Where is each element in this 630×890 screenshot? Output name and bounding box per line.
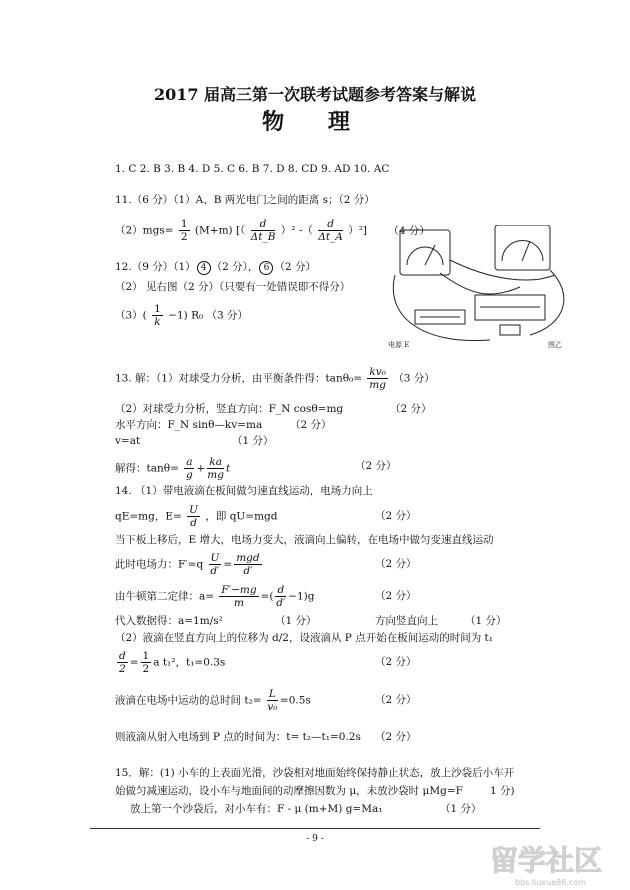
score: （1 分）	[275, 615, 317, 627]
q13-line1: 13. 解：（1）对球受力分析，由平衡条件得：tanθ₀= $\frac{\text{kv₀}}{mg}$ （3 分）	[115, 366, 435, 391]
score: （1 分）	[232, 435, 274, 447]
fraction: $\frac{\text{kv₀}}{mg}$	[369, 366, 386, 391]
q11-line1: 11.（6 分）（1）A、B 两光电门之间的距离 s；（2 分）	[115, 194, 375, 206]
q14-line1: 14. （1）带电液滴在板间做匀速直线运动，电场力向上	[115, 485, 373, 497]
figure-label: 图乙	[548, 341, 562, 349]
score: 1 分)	[490, 785, 515, 797]
q14-line4: 此时电场力：F′=q $\frac{U}{d'}$ = $\frac{\text{mgd}}{d'}$	[115, 552, 260, 577]
score: （2 分）	[375, 590, 417, 602]
q15-line1: 15．解：(1) 小车的上表面光滑，沙袋相对地面始终保持静止状态，放上沙袋后小车开	[115, 767, 515, 779]
q14-line9: 液滴在电场中运动的总时间 t₂= $\frac{L}{\text{v₀}}$ =0.5s	[115, 688, 311, 713]
score: （2 分）	[355, 460, 397, 472]
score: （1 分）	[465, 615, 507, 627]
fraction: $\frac{\text{mgd}}{d'}$	[236, 552, 260, 577]
q14-line8: $\frac{d}{2}$ = $\frac{1}{2}$ a t₁²，t₁=0.3s	[119, 650, 226, 675]
score: （2 分）	[375, 558, 417, 570]
fraction: $\frac{a}{g}$	[185, 456, 193, 481]
q11-line2: （2）mgs= $\frac{1}{2}$ (M+m) [（ $\frac{d}{\Delta t\_B}$ ）² -（ $\frac{d}{\Delta t\_A}$ ）²] （4 分）	[115, 218, 430, 243]
mc-answers: 1. C 2. B 3. B 4. D 5. C 6. B 7. D 8. CD 9. AD 10. AC	[115, 163, 390, 175]
circled-number: 4	[197, 261, 211, 275]
q12-line1: 12.（9 分）（1） 4 （2 分）， 6 （2 分）	[115, 261, 316, 273]
fraction: $\frac{1}{2}$	[180, 218, 188, 243]
watermark-logo	[470, 835, 630, 890]
score: （2 分）	[390, 403, 432, 415]
fraction: $\frac{1}{k}$	[154, 303, 161, 328]
q13-line3: 水平方向：F_N sinθ—kv=ma	[115, 419, 263, 431]
fraction: $\frac{F'-mg}{m}$	[221, 584, 257, 609]
circuit-diagram	[380, 225, 580, 350]
fraction: $\frac{d}{2}$	[119, 650, 126, 675]
q14-line5: 由牛顿第二定律：a= $\frac{F'-mg}{m}$ =( $\frac{d}{d'}$ −1)g	[115, 584, 315, 609]
q12-line2: （2） 见右图（2 分）（只要有一处错误即不得分）	[115, 281, 351, 293]
q13-line4: v=at	[115, 435, 141, 447]
q12-line3: （3）( $\frac{1}{k}$ −1) R₀ （3 分）	[115, 303, 249, 328]
q14-line10: 则液滴从射入电场到 P 点的时间为：t= t₂—t₁=0.2s	[115, 731, 361, 743]
q13-line5: 解得：tanθ= $\frac{a}{g}$ + $\frac{ka}{mg}$ t	[115, 456, 231, 481]
fraction: $\frac{U}{d}$	[189, 504, 199, 529]
score: （2 分）	[375, 656, 417, 668]
q15-line3: 放上第一个沙袋后，对小车有：F - μ (m+M) g=Ma₁	[130, 803, 383, 815]
score: （2 分）	[375, 731, 417, 743]
fraction: $\frac{ka}{mg}$	[207, 456, 224, 481]
document-title: 2017 届高三第一次联考试题参考答案与解说	[153, 85, 477, 104]
q14-direction: 方向竖直向上	[375, 615, 438, 627]
circled-number: 6	[259, 261, 273, 275]
fraction: $\frac{U}{d'}$	[210, 552, 220, 577]
score: （2 分）	[375, 510, 417, 522]
score: （1 分）	[440, 803, 482, 815]
watermark-brand: 留学社区	[490, 844, 603, 877]
q14-line3: 当下板上移后，E 增大，电场力变大，液滴向上偏转，在电场中做匀变速直线运动	[115, 534, 494, 546]
q15-line2: 始做匀减速运动，设小车与地面间的动摩擦因数为 μ，未放沙袋时 μMg=F	[115, 785, 463, 797]
footer-rule	[90, 828, 540, 829]
watermark-url: bbs.liuxue86.com	[515, 878, 586, 887]
page-number: - 9 -	[306, 834, 324, 844]
fraction: $\frac{L}{\text{v₀}}$	[267, 688, 278, 713]
fraction: $\frac{1}{2}$	[142, 650, 150, 675]
q13-line2: （2）对球受力分析，竖直方向：F_N cosθ=mg	[115, 403, 344, 415]
fraction: $\frac{d}{\Delta t\_B}$	[250, 218, 276, 243]
fraction: $\frac{d}{d'}$	[276, 584, 286, 609]
score: （2 分）	[290, 419, 332, 431]
figure-battery-label: 电源 E	[388, 341, 410, 349]
q14-line2: qE=mg，E= $\frac{U}{d}$ ，即 qU=mgd	[115, 504, 278, 529]
q14-line6: 代入数据得：a=1m/s²	[115, 615, 223, 627]
score: （2 分）	[375, 694, 417, 706]
fraction: $\frac{d}{\Delta t\_A}$	[318, 218, 343, 243]
subject-title: 物 理	[262, 109, 368, 135]
q14-line7: （2）液滴在竖直方向上的位移为 d/2，设液滴从 P 点开始在板间运动的时间为 t₁	[115, 632, 493, 644]
